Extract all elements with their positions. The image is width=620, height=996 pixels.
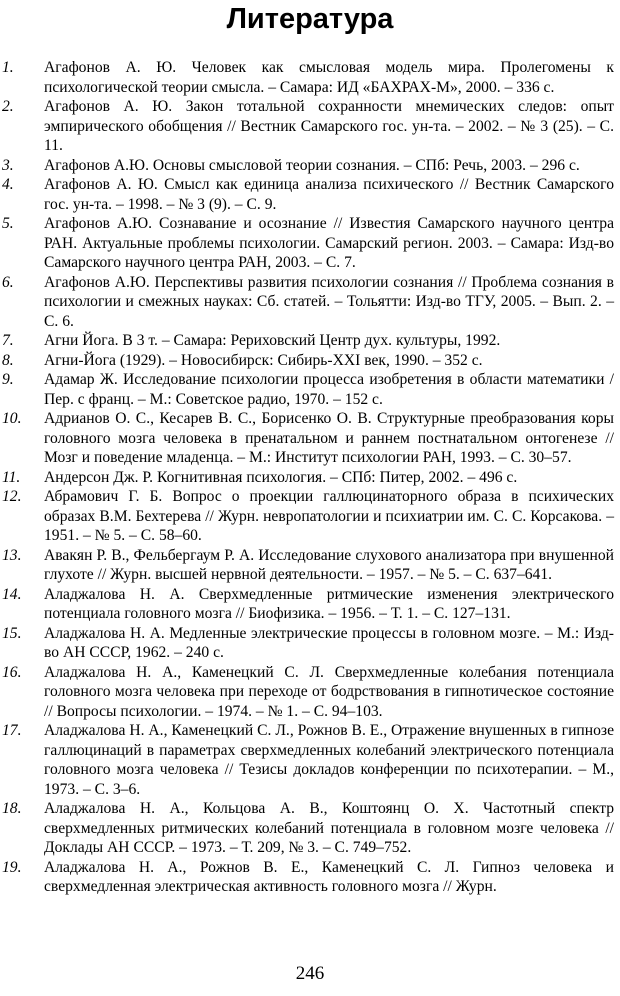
reference-text: Аладжалова Н. А., Каменецкий С. Л., Рожнов В. Е., Отражение внушенных в гипнозе галлюцинаций в параметрах сверхмедленных колебаний электрического потенциала головного мозга человека // Тезисы докладов конференции по психотерапии. – М., 1973. – С. 3–6.: [44, 722, 614, 798]
reference-number: 13.: [2, 546, 22, 564]
reference-entry: [0, 468, 620, 488]
reference-number: 2.: [2, 98, 14, 115]
reference-text: Абрамович Г. Б. Вопрос о проекции галлюцинаторного образа в психических образах В.М. Бехтерева // Журн. невропатологии и психиатрии им. С. С. Корсакова. – 1951. – № 5. – С. 58–60.: [44, 488, 614, 544]
reference-text: Агафонов А.Ю. Основы смысловой теории сознания. – СПб: Речь, 2003. – 296 с.: [44, 156, 580, 174]
reference-text: Агафонов А. Ю. Человек как смысловая модель мира. Пролегомены к психологической теории смысла. – Самара: ИД «БАХРАХ-М», 2000. – 336 с.: [44, 59, 614, 96]
reference-entry: [0, 351, 620, 371]
reference-number: 9.: [2, 371, 14, 388]
reference-text: Аладжалова Н. А. Медленные электрические процессы в головном мозге. – М.: Изд-во АН СССР, 1962. – 240 с.: [44, 624, 614, 661]
reference-number: 15.: [2, 624, 22, 642]
reference-number: 11.: [2, 468, 21, 486]
reference-number: 12.: [2, 488, 22, 505]
reference-number: 8.: [2, 351, 14, 369]
reference-entry: [0, 331, 620, 351]
reference-text: Аладжалова Н. А., Рожнов В. Е., Каменецкий С. Л. Гипноз человека и сверхмедленная электрическая активность головного мозга // Журн.: [44, 858, 614, 895]
reference-text: Андерсон Дж. Р. Когнитивная психология. – СПб: Питер, 2002. – 496 с.: [44, 468, 518, 486]
reference-entry: [0, 58, 620, 97]
reference-text: Агни-Йога (1929). – Новосибирск: Сибирь-XXI век, 1990. – 352 с.: [44, 351, 483, 369]
reference-entry: [0, 624, 620, 663]
reference-entry: [0, 585, 620, 624]
page-title: Литература: [226, 3, 394, 35]
reference-number: 4.: [2, 176, 14, 193]
reference-entry: [0, 858, 620, 897]
reference-number: 18.: [2, 800, 22, 817]
reference-entry: [0, 799, 620, 858]
reference-text: Аладжалова Н. А., Кольцова А. В., Коштоянц О. Х. Частотный спектр сверхмедленных ритмических колебаний потенциала в головном мозге человека // Доклады АН СССР. – 1973. – Т. 209, № 3. – С. 749–752.: [44, 800, 614, 856]
reference-text: Агафонов А.Ю. Сознавание и осознание // Известия Самарского научного центра РАН. Актуальные проблемы психологии. Самарский регион. 2003. – Самара: Изд-во Самарского научного центра РАН, 2003. – С. 7.: [44, 215, 614, 271]
reference-entry: [0, 175, 620, 214]
reference-number: 3.: [2, 156, 14, 174]
reference-number: 6.: [2, 273, 14, 291]
reference-number: 17.: [2, 722, 22, 739]
reference-text: Агафонов А. Ю. Смысл как единица анализа психического // Вестник Самарского гос. ун-та. – 1998. – № 3 (9). – С. 9.: [44, 176, 614, 213]
reference-number: 7.: [2, 332, 14, 349]
reference-text: Агни Йога. В 3 т. – Самара: Рериховский Центр дух. культуры, 1992.: [44, 332, 501, 349]
reference-entry: [0, 214, 620, 273]
reference-text: Авакян Р. В., Фельбергаум Р. А. Исследование слухового анализатора при внушенной глухоте // Журн. высшей нервной деятельности. – 1957. – № 5. – С. 637–641.: [44, 546, 614, 583]
reference-number: 1.: [2, 59, 14, 76]
reference-list: [0, 58, 620, 897]
reference-entry: [0, 663, 620, 722]
reference-entry: [0, 97, 620, 156]
reference-entry: [0, 721, 620, 799]
reference-entry: [0, 409, 620, 468]
reference-text: Агафонов А. Ю. Закон тотальной сохранности мнемических следов: опыт эмпирического обобщения // Вестник Самарского гос. ун-та. – 2002. – № 3 (25). – С. 11.: [44, 98, 614, 154]
reference-text: Адамар Ж. Исследование психологии процесса изобретения в области математики / Пер. с франц. – М.: Советское радио, 1970. – 152 с.: [44, 371, 614, 408]
reference-number: 10.: [2, 410, 22, 427]
reference-text: Агафонов А.Ю. Перспективы развития психологии сознания // Проблема сознания в психологии и смежных науках: Сб. статей. – Тольятти: Изд-во ТГУ, 2005. – Вып. 2. – С. 6.: [44, 273, 614, 330]
page-number: 246: [295, 963, 325, 984]
reference-entry: [0, 487, 620, 546]
reference-text: Аладжалова Н. А., Каменецкий С. Л. Сверхмедленные колебания потенциала головного мозга человека при переходе от бодрствования в гипнотическое состояние // Вопросы психологии. – 1974. – № 1. – С. 94–103.: [44, 663, 614, 720]
reference-entry: [0, 370, 620, 409]
reference-entry: [0, 546, 620, 585]
reference-number: 19.: [2, 858, 22, 876]
reference-entry: [0, 273, 620, 332]
reference-text: Адрианов О. С., Кесарев В. С., Борисенко О. В. Структурные преобразования коры головного мозга человека в пренатальном и раннем постнатальном онтогенезе // Мозг и поведение младенца. – М.: Институт психологии РАН, 1993. – С. 30–57.: [44, 410, 614, 466]
reference-entry: [0, 156, 620, 176]
reference-number: 14.: [2, 585, 22, 603]
reference-number: 16.: [2, 663, 22, 681]
reference-number: 5.: [2, 215, 14, 232]
reference-text: Аладжалова Н. А. Сверхмедленные ритмические изменения электрического потенциала головного мозга // Биофизика. – 1956. – Т. 1. – С. 127–131.: [44, 585, 614, 622]
